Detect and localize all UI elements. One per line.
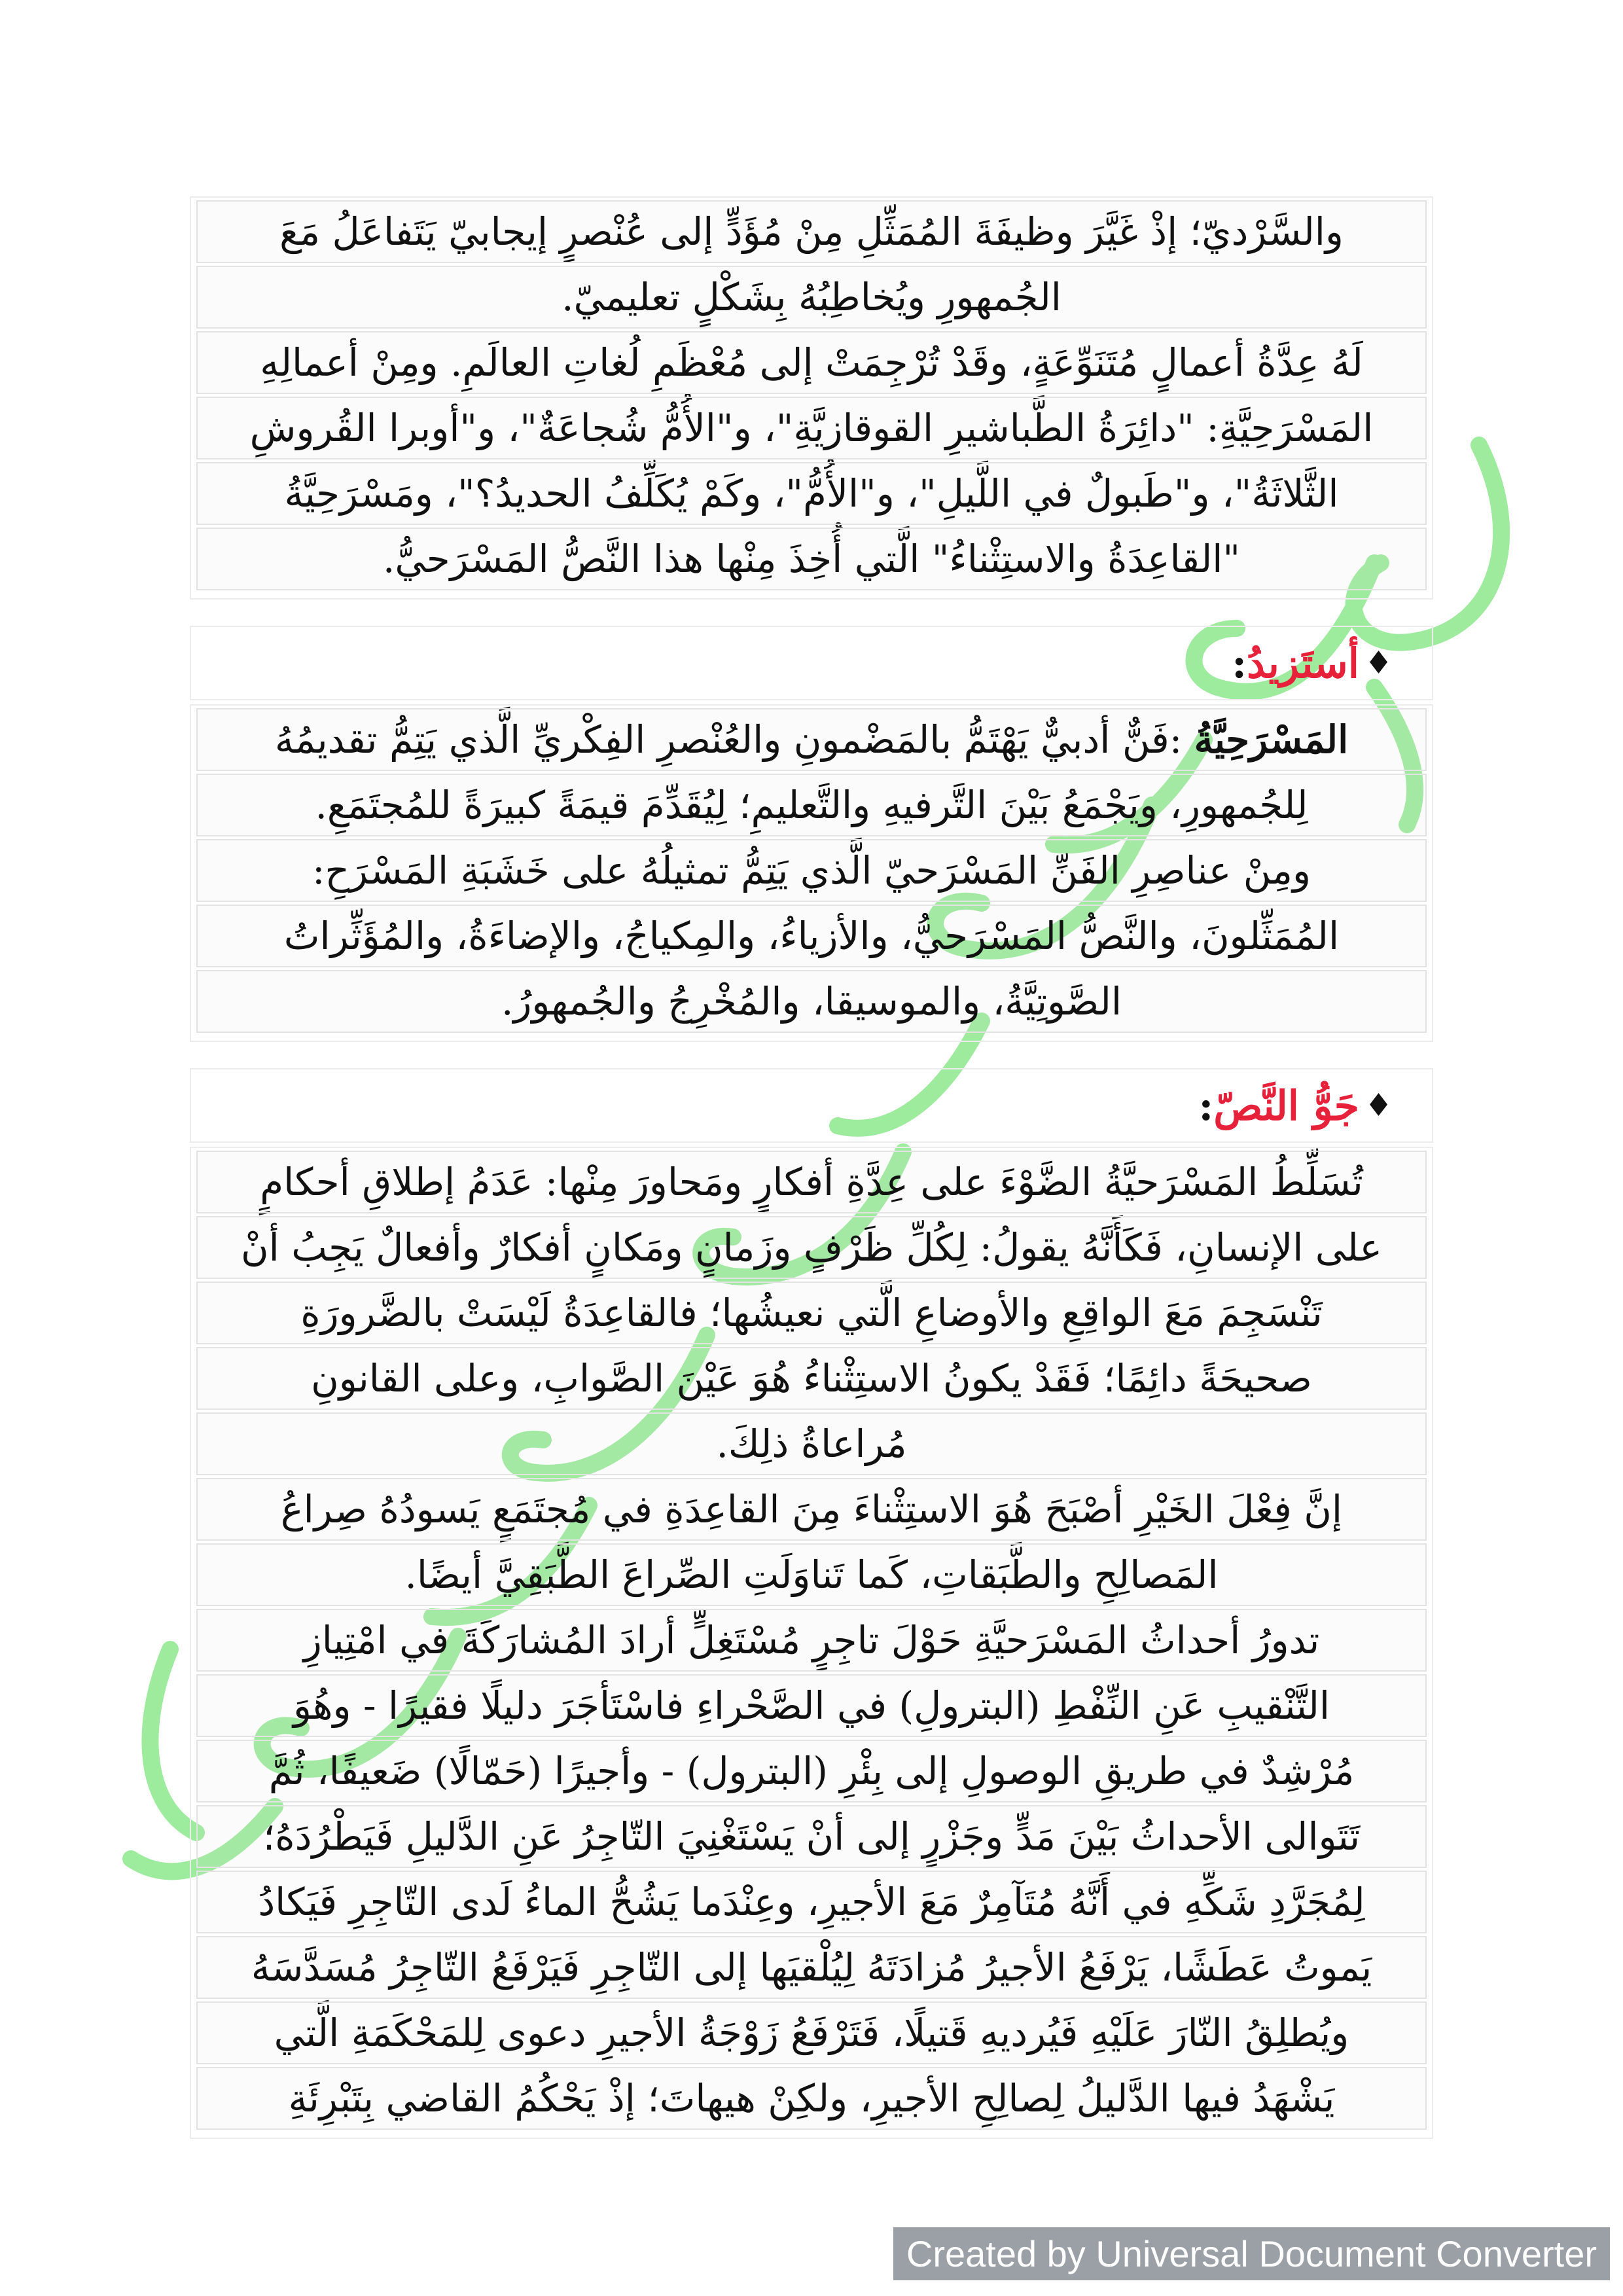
text-line: ويُطلِقُ النّارَ عَلَيْهِ فَيُرديهِ قَتيلًا، فَتَرْفَعُ زَوْجَةُ الأجيرِ دعوى لِلمَحْكَمَةِ الَّتي [198, 2003, 1425, 2063]
heading-title: جَوُّ النَّصّ [1213, 1081, 1359, 1130]
text-line: لِمُجَرَّدِ شَكِّهِ في أَنَّهُ مُتَآمِرٌ مَعَ الأجيرِ، وعِنْدَما يَشُحُّ الماءُ لَدى التّاجِرِ فَيَكادُ [198, 1872, 1425, 1932]
text-line [198, 709, 1425, 770]
text-line: تدورُ أحداثُ المَسْرَحيَّةِ حَوْلَ تاجِرٍ مُسْتَغِلٍّ أرادَ المُشارَكَةَ في امْتِيازِ [198, 1610, 1425, 1670]
section-heading-jaw-annas [190, 1068, 1433, 1143]
text-line: "القاعِدَةُ والاستِثْناءُ" الَّتي أُخِذَ مِنْها هذا النَّصُّ المَسْرَحيُّ. [198, 529, 1425, 589]
document-body [190, 196, 1433, 2165]
text-line: والسَّرْديّ؛ إذْ غَيَّرَ وظيفَةَ المُمَثِّلِ مِنْ مُؤَدٍّ إلى عُنْصرٍ إيجابيّ يَتَفاعَلُ مَعَ [198, 202, 1425, 262]
paragraph-intro [190, 196, 1433, 600]
text-line: تُسَلِّطُ المَسْرَحيَّةُ الضَّوْءَ على عِدَّةِ أفكارٍ ومَحاورَ مِنْها: عَدَمُ إطلاقِ أحكامٍ [198, 1152, 1425, 1212]
text-line: المَسْرَحِيَّةِ: "دائِرَةُ الطَّباشيرِ القوقازيَّةِ"، و"الأُمُّ شُجاعَةٌ"، و"أوبرا القُروشِ [198, 398, 1425, 458]
text-line: الثَّلاثَةُ"، و"طَبولٌ في اللَّيلِ"، و"الأُمُّ"، وكَمْ يُكَلِّفُ الحديدُ؟"، ومَسْرَحِيَّةُ [198, 463, 1425, 524]
text-line: التَّنْقيبِ عَنِ النِّفْطِ (البترولِ) في الصَّحْراءِ فاسْتَأجَرَ دليلًا فقيرًا - وهُوَ [198, 1676, 1425, 1736]
text-line: على الإنسانِ، فَكَأَنَّهُ يقولُ: لِكُلِّ ظَرْفٍ وزَمانٍ ومَكانٍ أفكارٌ وأفعالٌ يَجِبُ أنْ [198, 1217, 1425, 1278]
text-line: تَنْسَجِمَ مَعَ الواقِعِ والأوضاعِ الَّتي نعيشُها؛ فالقاعِدَةُ لَيْسَتْ بالضَّرورَةِ [198, 1283, 1425, 1343]
diamond-bullet-icon: ♦ [1364, 1087, 1393, 1124]
text-line: مُراعاةُ ذلِكَ. [198, 1414, 1425, 1474]
section-heading-astazid [190, 626, 1433, 700]
heading-colon: : [1232, 639, 1247, 687]
text-line: يَموتُ عَطَشًا، يَرْفَعُ الأجيرُ مُزادَتَهُ لِيُلْقيَها إلى التّاجِرِ فَيَرْفَعُ التّاجِرُ مُسَدَّسَهُ [198, 1937, 1425, 1998]
text-line: المَصالِحِ والطَّبَقاتِ، كَما تَناوَلَتِ الصِّراعَ الطَّبَقِيَّ أيضًا. [198, 1545, 1425, 1605]
text-line: يَشْهَدُ فيها الدَّليلُ لِصالِحِ الأجيرِ، ولكِنْ هيهاتَ؛ إذْ يَحْكُمُ القاضي بِتَبْرِئَةِ [198, 2068, 1425, 2128]
text-line: ومِنْ عناصِرِ الفَنِّ المَسْرَحيّ الَّذي يَتِمُّ تمثيلُهُ على خَشَبَةِ المَسْرَحِ: [198, 840, 1425, 901]
text-line: المُمَثِّلونَ، والنَّصُّ المَسْرَحيُّ، والأزياءُ، والمِكياجُ، والإضاءَةُ، والمُؤَثِّراتُ [198, 906, 1425, 966]
text-line: الصَّوتِيَّةُ، والموسيقا، والمُخْرِجُ والجُمهورُ. [198, 971, 1425, 1031]
heading-title: أستَزيدُ [1247, 639, 1359, 687]
text-line: مُرْشِدٌ في طريقِ الوصولِ إلى بِئْرِ (البترول) - وأجيرًا (حَمّالًا) ضَعيفًا، ثُمَّ [198, 1741, 1425, 1801]
paragraph-definition [190, 704, 1433, 1042]
text-line: لِلجُمهورِ، ويَجْمَعُ بَيْنَ التَّرفيهِ والتَّعليمِ؛ لِيُقَدِّمَ قيمَةً كبيرَةً للمُجتَمَعِ. [198, 775, 1425, 835]
definition-text: :فَنٌّ أدبيٌّ يَهْتَمُّ بالمَضْمونِ والعُنْصرِ الفِكْريِّ الَّذي يَتِمُّ تقديمُهُ [274, 717, 1183, 762]
text-line: لَهُ عِدَّةُ أعمالٍ مُتَنَوِّعَةٍ، وقَدْ تُرْجِمَتْ إلى مُعْظَمِ لُغاتِ العالَمِ. ومِنْ أعمالِهِ [198, 332, 1425, 393]
text-line: تَتَوالى الأحداثُ بَيْنَ مَدٍّ وجَزْرٍ إلى أنْ يَسْتَغْنِيَ التّاجِرُ عَنِ الدَّليلِ فَيَطْرُدَهُ؛ [198, 1806, 1425, 1867]
paragraph-context [190, 1147, 1433, 2139]
term-bold: المَسْرَحِيَّةُ [1194, 717, 1349, 762]
heading-colon: : [1198, 1081, 1214, 1130]
text-line: الجُمهورِ ويُخاطِبُهُ بِشَكْلٍ تعليميّ. [198, 267, 1425, 327]
converter-footer-badge: Created by Universal Document Converter [893, 2227, 1610, 2280]
text-line: إنَّ فِعْلَ الخَيْرِ أصْبَحَ هُوَ الاستِثْناءَ مِنَ القاعِدَةِ في مُجتَمَعٍ يَسودُهُ صِراعُ [198, 1479, 1425, 1539]
diamond-bullet-icon: ♦ [1364, 645, 1393, 681]
text-line: صحيحَةً دائِمًا؛ فَقَدْ يكونُ الاستِثْناءُ هُوَ عَيْنَ الصَّوابِ، وعلى القانونِ [198, 1348, 1425, 1408]
